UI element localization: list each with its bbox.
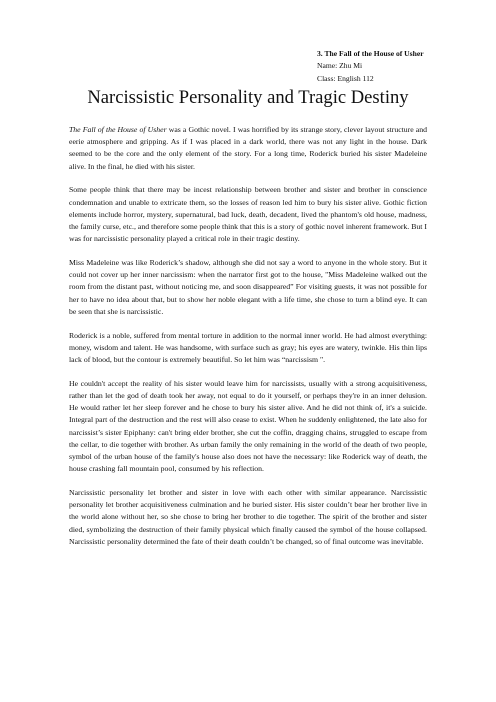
student-name: Name: Zhu Mi	[317, 61, 363, 71]
novel-title-italic: The Fall of the House of Usher	[69, 125, 167, 134]
paragraph-5: He couldn't accept the reality of his sister would leave him for narcissists, usually with a strong acquisitiveness, rather than let the god of death took her away, not equal to do it yourself, or perhaps they're in an inner delusion. He would rather let her sleep forever and he chose to bury his sister alive. And he did not think of, it's a suicide. Integral part of the destruction and the rest will also cease to exist. When he suddenly enlightened, the late also for narcissist’s sister Epiphany: can't bring elder brother, she cut the coffin, dragging chains, struggled to escape from the cellar, to die together with brother. As urban family the only remaining in the world of the death of two people, symbol of the urban house of the family's house also does not have the necessary: like Roderick way of death, the house crashing fall mountain pool, consumed by his reflection.	[69, 378, 427, 474]
paragraph-2: Some people think that there may be incest relationship between brother and sister and brother in conscience condemnation and unable to extricate them, so the losses of reason led him to bury his sister alive. Gothic fiction elements include horror, mystery, supernatural, bad luck, death, decadent, lived the phantom's old house, madness, the family curse, etc., and therefore some people think that this is a story of gothic novel inherent framework. But I was for narcissistic personality played a critical role in their tragic destiny.	[69, 185, 427, 244]
essay-body	[69, 124, 427, 560]
assignment-reference: 3. The Fall of the House of Usher	[317, 49, 424, 58]
essay-title: Narcissistic Personality and Tragic Destiny	[87, 87, 409, 108]
paragraph-1-text: was a Gothic novel. I was horrified by its strange story, clever layout structure and eerie atmosphere and gripping. As if I was placed in a dark world, there was not any light in the house. Dark seemed to be the core and the only element of the story. For a long time, Roderick buried his sister Madeleine alive. In the final, he died with his sister.	[69, 125, 428, 171]
paragraph-6: Narcissistic personality let brother and sister in love with each other with similar appearance. Narcissistic personality let brother acquisitiveness culmination and he buried sister. His sister couldn’t bear her brother live in the world alone without her, so she chose to bring her brother to die together. The spirit of the brother and sister died, symbolizing the destruction of their family physical which finally caused the symbol of the house collapsed. Narcissistic personality determined the fate of their death couldn’t be changed, so of final outcome was inevitable.	[69, 488, 427, 546]
paragraph-4: Roderick is a noble, suffered from mental torture in addition to the normal inner world. He had almost everything: money, wisdom and talent. He was handsome, with surface such as gray; his eyes are watery, twinkle. His thin lips lack of blood, but the contour is extremely beautiful. So let him was “narcissism ".	[69, 330, 427, 365]
header-block	[317, 48, 424, 85]
paragraph-1	[69, 124, 427, 173]
student-class: Class: English 112	[317, 73, 374, 83]
paragraph-3: Miss Madeleine was like Roderick’s shadow, although she did not say a word to anyone in the whole story. But it could not cover up her inner narcissism: when the narrator first got to the house, "Miss Madeleine walked out the room from the distant past, without noticing me, and soon disappeared” For visiting guests, it was not possible for her to have no idea about that, but to show her noble elegant with a life time, she chose to turn a blind eye. It can be seen that she is narcissistic.	[69, 258, 427, 316]
